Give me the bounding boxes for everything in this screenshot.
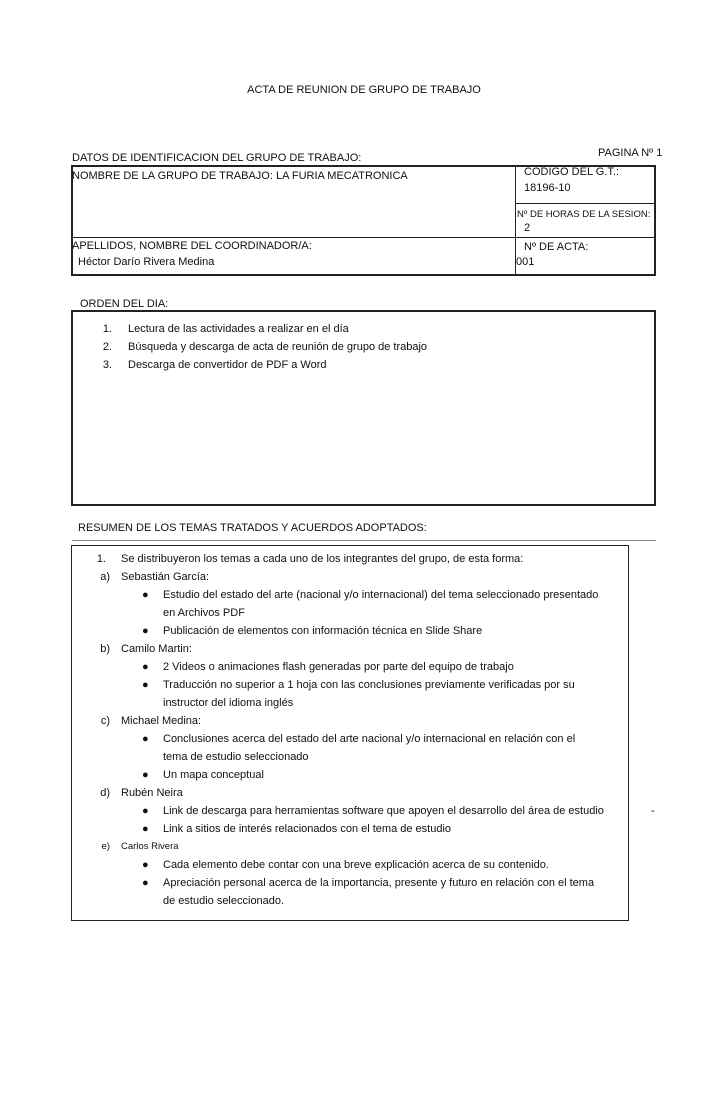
task-text: Cada elemento debe contar con una breve explicación acerca de su contenido.: [163, 859, 549, 871]
acta-label: Nº DE ACTA:: [524, 241, 589, 253]
group-name: NOMBRE DE LA GRUPO DE TRABAJO: LA FURIA MECATRONICA: [72, 170, 408, 182]
task-text: Un mapa conceptual: [163, 769, 264, 781]
horas-value: 2: [524, 222, 531, 234]
horas-label: Nº DE HORAS DE LA SESION:: [517, 209, 651, 220]
orden-item-number: 1.: [102, 323, 112, 335]
task-text: en Archivos PDF: [163, 607, 245, 619]
orden-item: Búsqueda y descarga de acta de reunión de grupo de trabajo: [128, 341, 428, 353]
bullet-icon: ●: [142, 679, 149, 691]
coordinador-label: APELLIDOS, NOMBRE DEL COORDINADOR/A:: [72, 240, 312, 252]
member-name: Sebastián García:: [121, 571, 210, 583]
bullet-icon: ●: [142, 877, 149, 889]
resumen-rule: [72, 540, 656, 541]
bullet-icon: ●: [142, 805, 149, 817]
bullet-icon: ●: [142, 625, 149, 637]
task-text: tema de estudio seleccionado: [163, 751, 309, 763]
task-text: 2 Videos o animaciones flash generadas por parte del equipo de trabajo: [163, 661, 514, 673]
task-text: Traducción no superior a 1 hoja con las conclusiones previamente verificadas por su: [163, 679, 575, 691]
task-text: Link a sitios de interés relacionados con el tema de estudio: [163, 823, 452, 835]
member-name: Carlos Rivera: [121, 841, 179, 852]
orden-item: Lectura de las actividades a realizar en el día: [128, 323, 349, 335]
page-number: PAGINA Nº 1: [598, 147, 663, 159]
orden-item-number: 2.: [102, 341, 112, 353]
codigo-value: 18196-10: [524, 182, 571, 194]
orden-box: [71, 310, 656, 506]
task-text: Conclusiones acerca del estado del arte nacional y/o internacional en relación con el: [163, 733, 576, 745]
resumen-intro-number: 1.: [96, 553, 106, 565]
margin-mark: -: [651, 805, 655, 817]
orden-item-number: 3.: [102, 359, 112, 371]
task-text: de estudio seleccionado.: [163, 895, 285, 907]
section-letter: b): [100, 643, 110, 655]
member-name: Michael Medina:: [121, 715, 202, 727]
orden-item: Descarga de convertidor de PDF a Word: [128, 359, 327, 371]
identification-row-divider: [72, 237, 655, 238]
task-text: Publicación de elementos con información técnica en Slide Share: [163, 625, 483, 637]
acta-value: 001: [516, 256, 535, 268]
task-text: instructor del idioma inglés: [163, 697, 294, 709]
bullet-icon: ●: [142, 859, 149, 871]
bullet-icon: ●: [142, 661, 149, 673]
codigo-label: CODIGO DEL G.T.:: [524, 166, 619, 178]
orden-label: ORDEN DEL DIA:: [80, 298, 169, 310]
task-text: Apreciación personal acerca de la importancia, presente y futuro en relación con el tema: [163, 877, 595, 889]
section-letter: e): [101, 841, 110, 852]
datos-label: DATOS DE IDENTIFICACION DEL GRUPO DE TRABAJO:: [72, 152, 362, 164]
bullet-icon: ●: [142, 823, 149, 835]
codigo-divider: [516, 203, 655, 204]
bullet-icon: ●: [142, 769, 149, 781]
resumen-label: RESUMEN DE LOS TEMAS TRATADOS Y ACUERDOS ADOPTADOS:: [78, 522, 427, 534]
task-text: Estudio del estado del arte (nacional y/o internacional) del tema seleccionado presentado: [163, 589, 599, 601]
member-name: Camilo Martin:: [121, 643, 192, 655]
bullet-icon: ●: [142, 589, 149, 601]
coordinador-value: Héctor Darío Rivera Medina: [78, 256, 215, 268]
task-text: Link de descarga para herramientas software que apoyen el desarrollo del área de estudio: [163, 805, 604, 817]
document-title: ACTA DE REUNION DE GRUPO DE TRABAJO: [247, 84, 481, 96]
section-letter: c): [100, 715, 110, 727]
resumen-intro: Se distribuyeron los temas a cada uno de los integrantes del grupo, de esta forma:: [121, 553, 524, 565]
section-letter: a): [100, 571, 110, 583]
member-name: Rubén Neira: [121, 787, 183, 799]
section-letter: d): [100, 787, 110, 799]
bullet-icon: ●: [142, 733, 149, 745]
